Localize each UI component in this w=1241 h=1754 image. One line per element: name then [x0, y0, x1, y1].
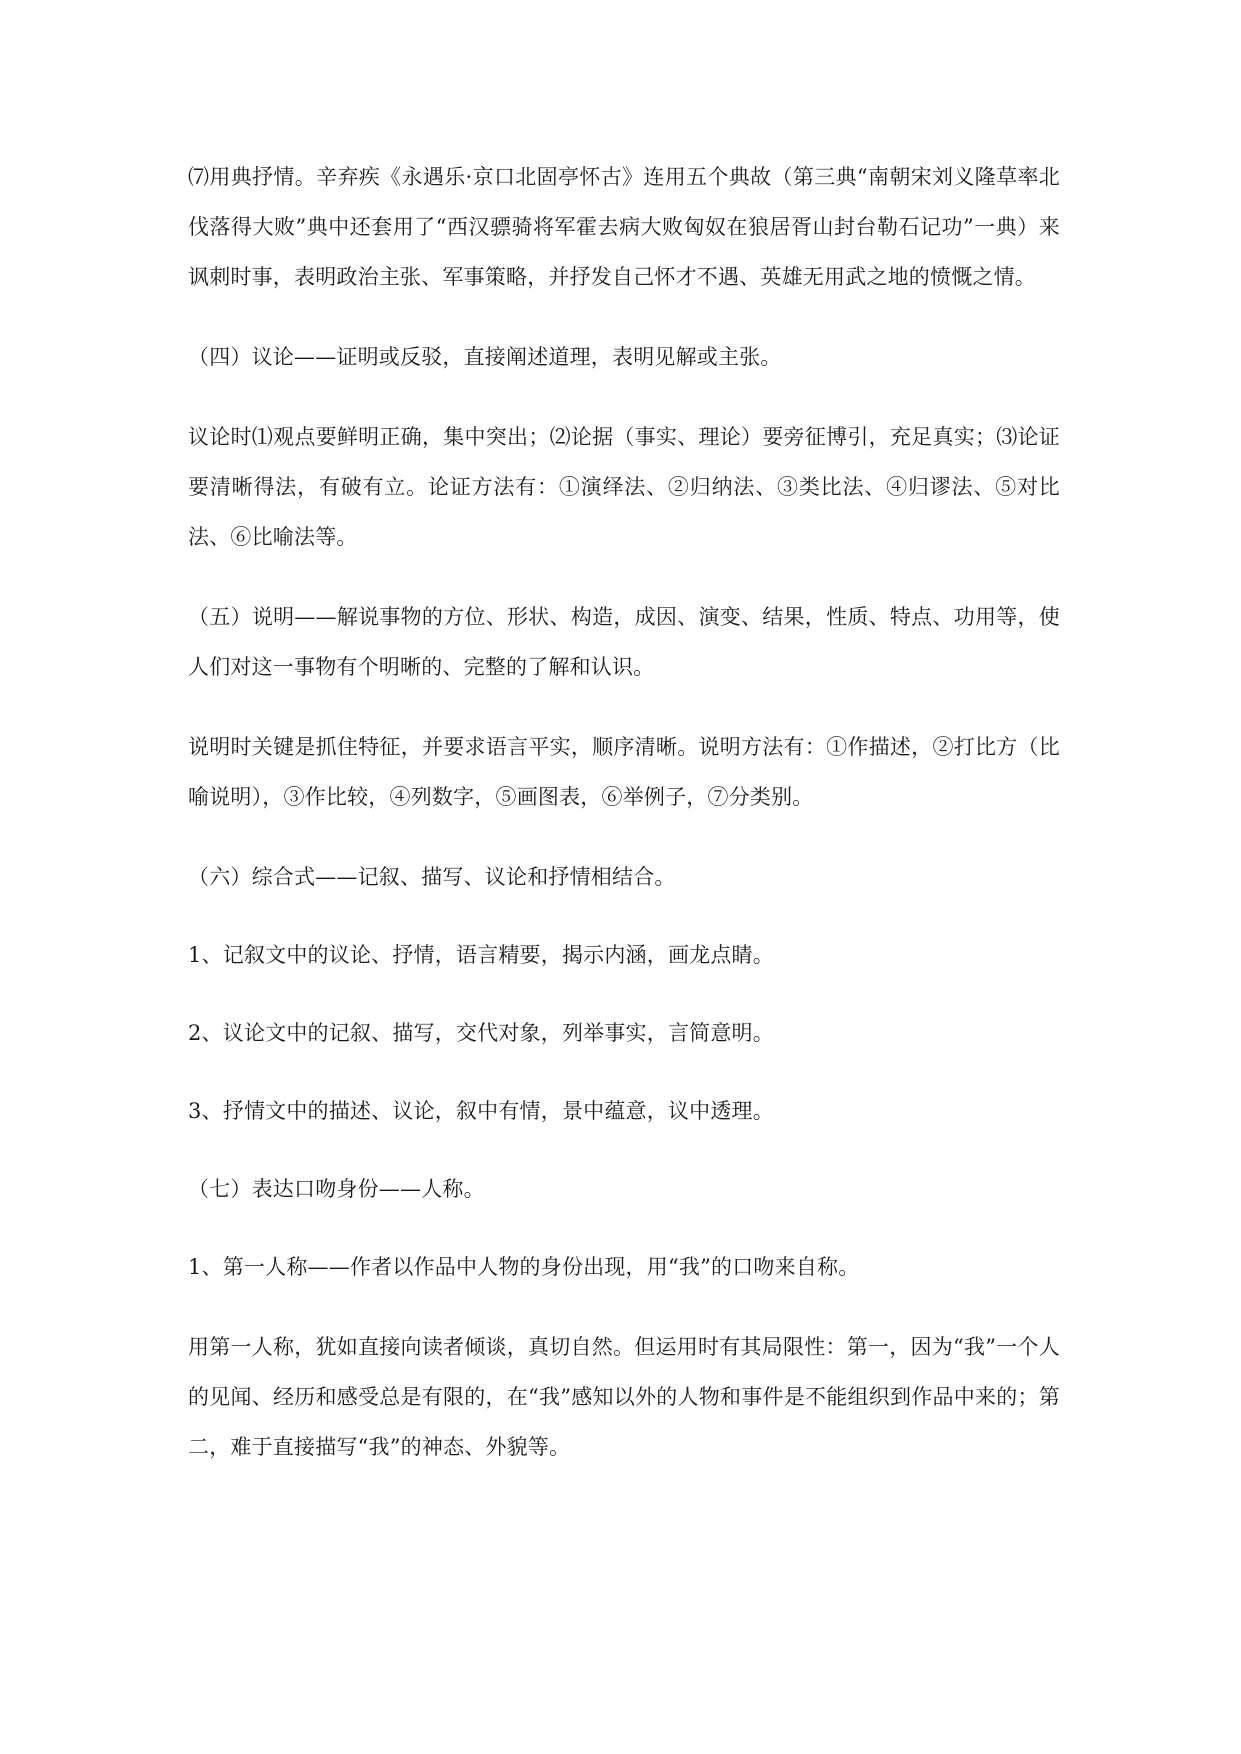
list-item-2: 2、议论文中的记叙、描写，交代对象，列举事实，言简意明。	[188, 1021, 774, 1045]
list-item-1: 1、记叙文中的议论、抒情，语言精要，揭示内涵，画龙点睛。	[188, 943, 774, 967]
paragraph-exposition-methods: 说明时关键是抓住特征，并要求语言平实，顺序清晰。说明方法有：①作描述，②打比方（比喻说明），③作比较，④列数字，⑤画图表，⑥举例子，⑦分类别。	[188, 735, 1060, 809]
heading-exposition: （五）说明——解说事物的方位、形状、构造，成因、演变、结果，性质、特点、功用等，使人们对这一事物有个明晰的、完整的了解和认识。	[188, 605, 1060, 679]
paragraph-allusion: ⑺用典抒情。辛弃疾《永遇乐·京口北固亭怀古》连用五个典故（第三典“南朝宋刘义隆草率北伐落得大败”典中还套用了“西汉骠骑将军霍去病大败匈奴在狼居胥山封台勒石记功”一典）来讽刺时事，表明政治主张、军事策略，并抒发自己怀才不遇、英雄无用武之地的愤慨之情。	[188, 165, 1060, 289]
heading-argument: （四）议论——证明或反驳，直接阐述道理，表明见解或主张。	[188, 345, 782, 369]
heading-person: （七）表达口吻身份——人称。	[188, 1177, 485, 1201]
document-body	[188, 152, 1060, 1472]
heading-combined: （六）综合式——记叙、描写、议论和抒情相结合。	[188, 865, 676, 889]
first-person-explanation: 用第一人称，犹如直接向读者倾谈，真切自然。但运用时有其局限性：第一，因为“我”一个人的见闻、经历和感受总是有限的，在“我”感知以外的人物和事件是不能组织到作品中来的；第二，难于直接描写“我”的神态、外貌等。	[188, 1335, 1060, 1459]
list-item-3: 3、抒情文中的描述、议论，叙中有情，景中蕴意，议中透理。	[188, 1099, 774, 1123]
paragraph-argument-methods: 议论时⑴观点要鲜明正确，集中突出；⑵论据（事实、理论）要旁征博引，充足真实；⑶论证要清晰得法，有破有立。论证方法有：①演绎法、②归纳法、③类比法、④归谬法、⑤对比法、⑥比喻法等。	[188, 425, 1060, 549]
first-person-definition: 1、第一人称——作者以作品中人物的身份出现，用“我”的口吻来自称。	[188, 1255, 860, 1279]
